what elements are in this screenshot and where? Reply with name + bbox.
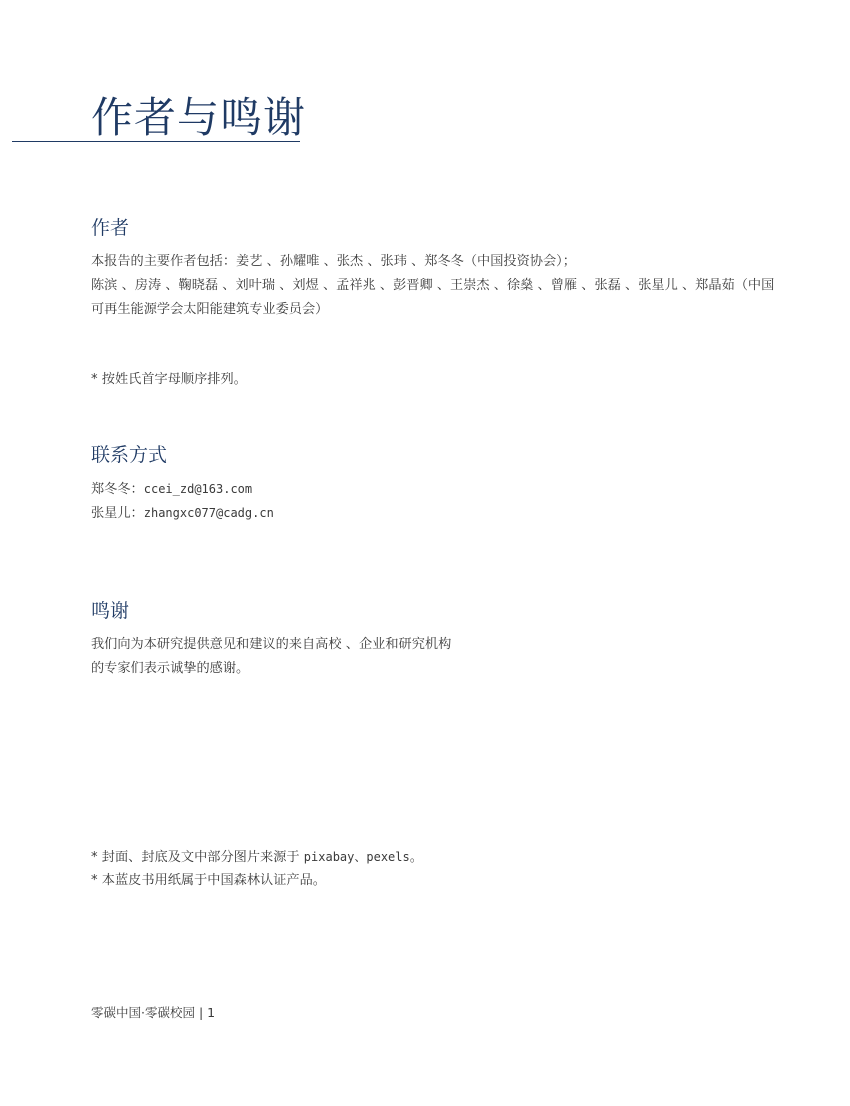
authors-heading: 作者 [91,217,130,239]
title-underline [12,141,300,142]
page-footer [91,1004,215,1022]
authors-line-2: 陈滨 、房涛 、鞠晓磊 、刘叶瑞 、刘煜 、孟祥兆 、彭晋卿 、王崇杰 、徐燊 、曾雁 、张磊 、张星儿 、郑晶茹（中国 [91,278,775,293]
contact-name: 郑冬冬： [91,482,144,497]
contact-email-link[interactable]: zhangxc077@cadg.cn [143,506,274,520]
paper-certification-note: * 本蓝皮书用纸属于中国森林认证产品。 [91,873,326,888]
acknowledgement-line-1: 我们向为本研究提供意见和建议的来自高校 、企业和研究机构 [91,637,452,652]
contact-heading: 联系方式 [91,444,168,466]
footer-separator: | [198,1005,204,1020]
contact-email-link[interactable]: ccei_zd@163.com [143,482,253,496]
contact-entry [91,504,274,523]
image-source-note-sites: pixabay、pexels [303,850,410,864]
contact-entry [91,480,252,499]
image-source-note-suffix: 。 [409,850,423,865]
acknowledgement-line-2: 的专家们表示诚挚的感谢。 [91,661,250,676]
authors-order-note: * 按姓氏首字母顺序排列。 [91,372,247,387]
image-source-note [91,848,423,867]
image-source-note-prefix: * 封面、封底及文中部分图片来源于 [91,850,304,865]
acknowledgement-heading: 鸣谢 [91,600,130,622]
page-number: 1 [207,1005,216,1020]
authors-line-1: 本报告的主要作者包括：姜艺 、孙耀唯 、张杰 、张玮 、郑冬冬（中国投资协会）； [91,254,576,269]
footer-title: 零碳中国·零碳校园 [91,1005,195,1020]
authors-line-3: 可再生能源学会太阳能建筑专业委员会） [91,302,329,317]
contact-name: 张星儿： [91,506,144,521]
page-title: 作者与鸣谢 [91,93,307,142]
